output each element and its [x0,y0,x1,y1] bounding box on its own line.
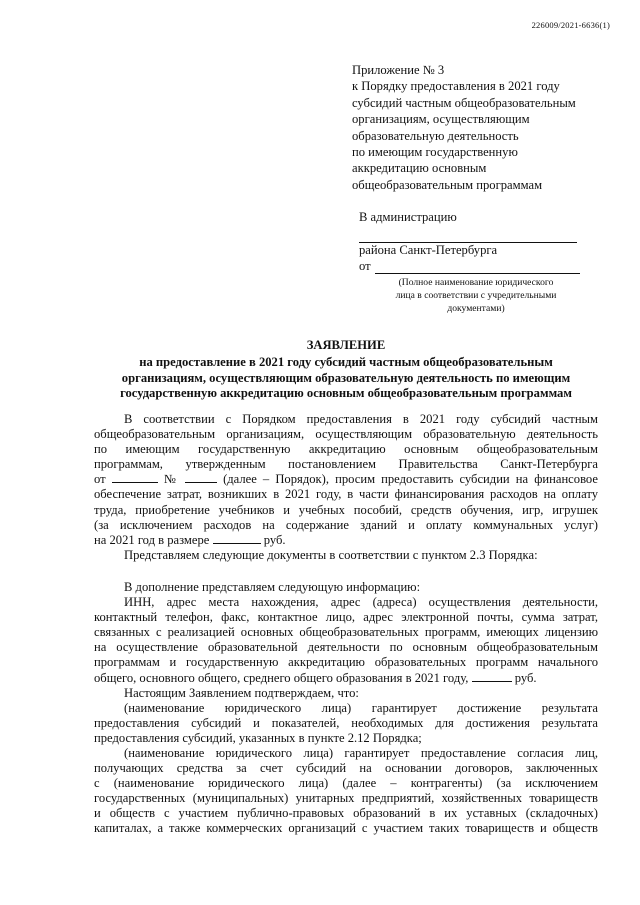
addressee-hint [381,276,571,315]
amount-blank [213,533,261,544]
currency-label: руб. [514,670,537,685]
from-label: от [94,472,106,487]
appendix-line: к Порядку предоставления в 2021 году [352,79,560,94]
body-line-with-blank [94,671,598,686]
body-line: с (наименование юридического лица) (далее – контрагенты) (за исключением [94,776,598,791]
appendix-line: субсидий частным общеобразовательным [352,95,576,110]
from-label: от [359,259,371,273]
body-line: контактный телефон, факс, контактное лицо, адрес электронной почты, сумма затрат, [94,610,598,625]
body-paragraph: В дополнение представляем следующую информацию: [124,579,421,594]
appendix-line: образовательную деятельность [352,128,519,143]
body-line: программам и государственную аккредитацию образовательных программ начального [94,655,598,670]
body-paragraph: Представляем следующие документы в соответствии с пунктом 2.3 Порядка: [124,547,538,562]
date-blank [112,472,158,483]
document-number: 226009/2021-6636(1) [531,20,610,30]
appendix-line: аккредитацию основным [352,161,487,176]
title-subline: организациям, осуществляющим образовательную деятельность по имеющим [121,370,571,385]
body-line-with-blanks [94,472,598,487]
body-line: (наименование юридического лица) гарантирует достижение результата [124,700,598,715]
body-line: государственных (муниципальных) унитарных предприятий, хозяйственных товариществ [94,791,598,806]
body-line: программам, утвержденным постановлением Правительства Санкт-Петербурга [94,457,598,472]
number-label: № [163,472,179,487]
body-line: (наименование юридического лица) гарантирует предоставление согласия лиц, [124,745,598,760]
body-line: ИНН, адрес места нахождения, адрес (адреса) осуществления деятельности, [124,595,598,610]
hint-line: (Полное наименование юридического [398,277,554,288]
hint-line: лица в соответствии с учредительными [395,290,557,301]
body-line-with-blank [94,533,598,548]
document-body [94,412,598,837]
appendix-line: Приложение № 3 [352,63,445,77]
currency-label: руб. [263,532,286,547]
body-line: предоставления субсидий и показателей, необходимых для достижения результата [94,715,598,730]
addressee-line: В администрацию [359,210,457,224]
appendix-line: по имеющим государственную [352,145,518,160]
body-line: на осуществление образовательной деятельности по основным общеобразовательным [94,640,598,655]
document-title [96,338,596,402]
amount-blank [472,671,512,682]
hint-line: документами) [447,303,505,314]
body-line: В соответствии с Порядком предоставления в 2021 году субсидий частным [124,412,598,426]
addressee-block [359,210,591,315]
addressee-blank-line [359,230,577,243]
appendix-line: организациям, осуществляющим [352,112,530,127]
appendix-block [352,62,612,193]
addressee-district: района Санкт-Петербурга [359,243,498,257]
body-line: труда, приобретение учебников и учебных пособий, средств обучения, игр, игрушек [94,502,598,517]
body-paragraph: Настоящим Заявлением подтверждаем, что: [124,685,359,700]
title-heading: ЗАЯВЛЕНИЕ [306,338,386,352]
body-line: получающих средства за счет субсидий на основании договоров, заключенных [94,761,598,776]
from-blank-line [375,262,580,274]
body-line: предоставления субсидий, указанных в пункте 2.12 Порядка; [94,730,422,745]
body-line: по имеющим государственную аккредитацию основным общеобразовательным [94,442,598,457]
body-line: общеобразовательным организациям, осуществляющим образовательную деятельность [94,427,598,442]
body-text: на 2021 год в размере [94,532,210,547]
number-blank [185,472,217,483]
body-text: общего, основного общего, среднего общего образования в 2021 году, [94,670,469,685]
body-line: обеспечение затрат, возникших в 2021 году, в части финансирования расходов на оплату [94,487,598,502]
body-line: и обществ с участием публично-правовых образований в их уставных (складочных) [94,806,598,821]
title-subline: на предоставление в 2021 году субсидий частным общеобразовательным [139,355,553,370]
body-line: (за исключением расходов на содержание зданий и оплату коммунальных услуг) [94,517,598,532]
appendix-line: общеобразовательным программам [352,177,543,192]
title-subline: государственную аккредитацию основным общеобразовательным программам [120,386,572,401]
addressee-from-row [359,259,591,274]
body-line: капиталах, а также коммерческих организаций с участием таких товариществ и обществ [94,821,598,836]
body-line: связанных с реализацией основных общеобразовательных программ, имеющих лицензию [94,625,598,640]
body-text: (далее – Порядок), просим предоставить субсидии на финансовое [223,472,598,487]
